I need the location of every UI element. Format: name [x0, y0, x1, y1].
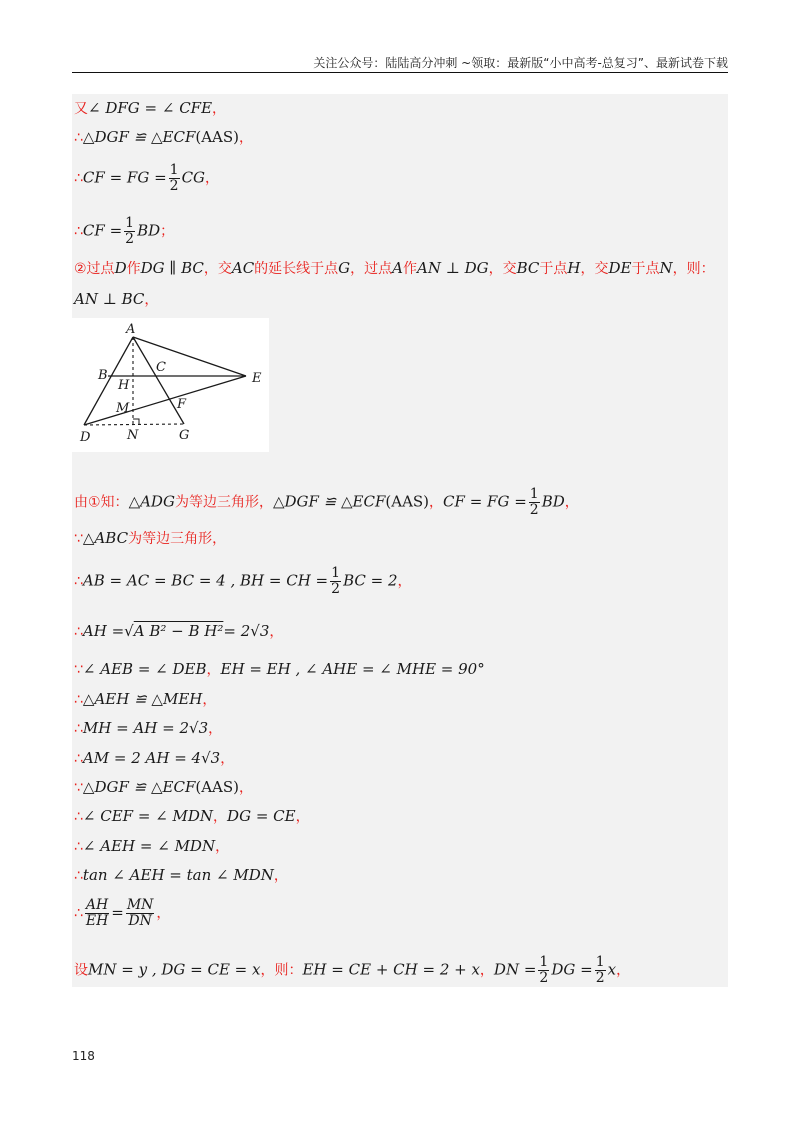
step-line-15: ∵△DGF ≌ △ECF(AAS)， [74, 778, 254, 796]
label-M: M [116, 401, 130, 416]
segment-DE [84, 376, 246, 425]
step-line-17: ∴∠ AEH = ∠ MDN， [74, 837, 230, 855]
label-E: E [252, 371, 262, 386]
step-line-4: ∴CF = $\frac{1}{2}$ BD； [74, 215, 175, 247]
segment-DG [84, 424, 184, 425]
step-line-5: ②过点D作DG ∥ BC，交AC的延长线于点G，过点A作AN ⊥ DG，交BC于点H，交DE于点N，则： [74, 259, 715, 277]
step-line-19: ∴ $\frac{AH}{EH}$ = $\frac{MN}{DN}$ ， [74, 897, 171, 929]
fraction: $\frac{1}{2}$ [529, 486, 539, 518]
step-line-3: ∴CF = FG = $\frac{1}{2}$ CG， [74, 162, 220, 194]
page-number: 118 [72, 1049, 95, 1063]
step-line-9: ∴AB = AC = BC = 4 , BH = CH = $\frac{1}{2}$ BC = 2， [74, 565, 412, 597]
step-line-18: ∴tan ∠ AEH = tan ∠ MDN， [74, 866, 288, 884]
fraction: $\frac{1}{2}$ [595, 954, 605, 986]
header-rule [72, 72, 728, 73]
segment-AE [133, 337, 246, 376]
fraction: $\frac{1}{2}$ [331, 565, 341, 597]
label-B: B [98, 368, 108, 383]
page-header: 关注公众号：陆陆高分冲刺 ~领取：最新版“小中高考-总复习”、最新试卷下载 [313, 56, 728, 70]
label-N: N [127, 428, 139, 443]
label-D: D [80, 430, 91, 445]
label-H: H [118, 378, 130, 393]
step-line-11: ∵∠ AEB = ∠ DEB，EH = EH , ∠ AHE = ∠ MHE = 90° [74, 660, 485, 678]
fraction: $\frac{1}{2}$ [125, 215, 135, 247]
triangle-diagram [72, 318, 269, 452]
fraction: $\frac{AH}{EH}$ [85, 897, 109, 929]
fraction: $\frac{1}{2}$ [539, 954, 549, 986]
step-line-10: ∴AH =√A B² − B H²= 2√3， [74, 622, 284, 640]
geometry-figure [72, 318, 269, 452]
step-line-2: ∴△DGF ≌ △ECF(AAS)， [74, 128, 254, 146]
step-line-1: 又∠ DFG = ∠ CFE， [74, 99, 227, 117]
step-line-14: ∴AM = 2 AH = 4√3， [74, 749, 235, 767]
label-F: F [177, 397, 187, 412]
label-C: C [156, 360, 166, 375]
label-G: G [179, 428, 190, 443]
fraction: $\frac{1}{2}$ [169, 162, 179, 194]
step-line-8: ∵△ABC为等边三角形， [74, 529, 227, 547]
step-line-20: 设MN = y , DG = CE = x，则：EH = CE + CH = 2 + x，DN = $\frac{1}{2}$ DG = $\frac{1}{2}$ x， [74, 954, 631, 986]
step-line-6: AN ⊥ BC， [74, 290, 159, 308]
fraction: $\frac{MN}{DN}$ [126, 897, 154, 929]
step-line-7: 由①知：△ADG为等边三角形，△DGF ≌ △ECF(AAS)，CF = FG = $\frac{1}{2}$ BD， [74, 486, 579, 518]
step-line-16: ∴∠ CEF = ∠ MDN，DG = CE， [74, 807, 310, 825]
step-line-13: ∴MH = AH = 2√3， [74, 719, 223, 737]
label-A: A [126, 322, 136, 337]
step-line-12: ∴△AEH ≌ △MEH， [74, 690, 217, 708]
